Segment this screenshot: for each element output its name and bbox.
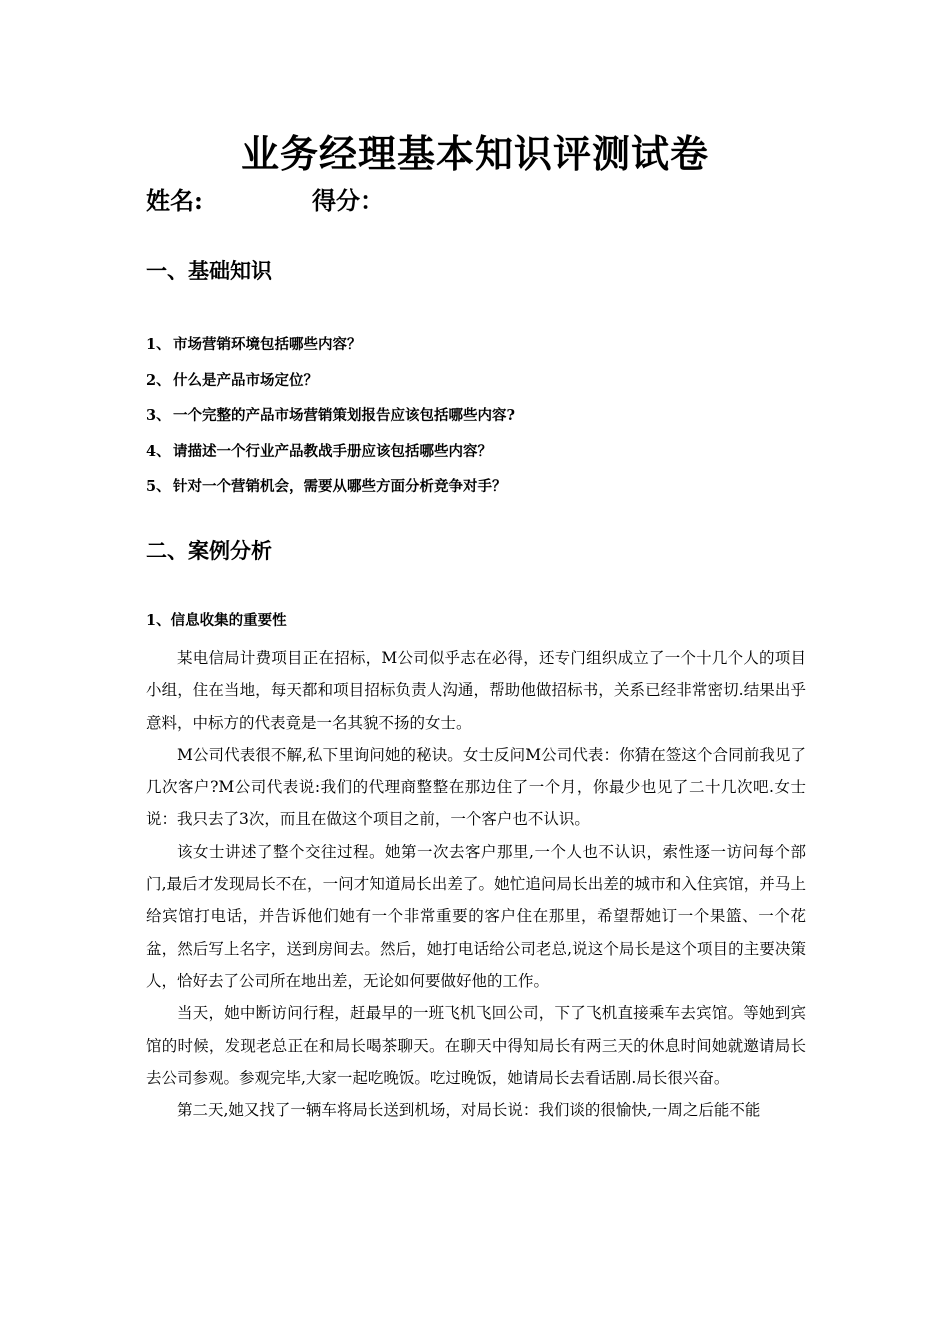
question-text: 市场营销环境包括哪些内容？ [173, 336, 362, 353]
case-paragraph: 第二天,她又找了一辆车将局长送到机场，对局长说：我们谈的很愉快,一周之后能不能 [177, 1101, 761, 1120]
question-number: 3、 [146, 407, 171, 424]
question-item [146, 398, 826, 434]
document-title: 业务经理基本知识评测试卷 [240, 131, 709, 176]
question-item [146, 363, 826, 399]
case-paragraph: M公司代表很不解,私下里询问她的秘诀。女士反问M公司代表：你猜在签这个合同前我见了几次客户?M公司代表说:我们的代理商整整在那边住了一个月，你最少也见了二十几次吧.女士说：我只去了3次，而且在做这个项目之前，一个客户也不认识。 [146, 745, 806, 829]
case-body [146, 642, 806, 1126]
question-text: 一个完整的产品市场营销策划报告应该包括哪些内容? [173, 407, 515, 424]
question-item [146, 469, 826, 505]
question-text: 什么是产品市场定位？ [173, 371, 318, 389]
section-basic-knowledge-title: 一、基础知识 [146, 258, 272, 283]
section-case-analysis-title: 二、案例分析 [146, 538, 272, 563]
question-text: 针对一个营销机会，需要从哪些方面分析竞争对手？ [173, 478, 507, 495]
question-list [146, 327, 826, 505]
case-paragraph: 该女士讲述了整个交往过程。她第一次去客户那里,一个人也不认识，索性逐一访问每个部门,最后才发现局长不在，一问才知道局长出差了。她忙追问局长出差的城市和入住宾馆，并马上给宾馆打电话，并告诉他们她有一个非常重要的客户住在那里，希望帮她订一个果篮、一个花盆，然后写上名字，送到房间去。然后，她打电话给公司老总,说这个局长是这个项目的主要决策人，恰好去了公司所在地出差，无论如何要做好他的工作。 [146, 842, 806, 990]
name-score-line [146, 184, 384, 218]
case-paragraph: 当天，她中断访问行程，赶最早的一班飞机飞回公司，下了飞机直接乘车去宾馆。等她到宾馆的时候，发现老总正在和局长喝茶聊天。在聊天中得知局长有两三天的休息时间她就邀请局长去公司参观。参观完毕,大家一起吃晚饭。吃过晚饭，她请局长去看话剧.局长很兴奋。 [146, 1004, 806, 1087]
question-number: 5、 [146, 478, 171, 495]
question-number: 2、 [146, 371, 171, 389]
question-number: 4、 [146, 442, 171, 460]
score-label: 得分： [312, 186, 384, 215]
question-item [146, 327, 826, 363]
name-label: 姓名: [146, 186, 203, 215]
question-item [146, 434, 826, 470]
question-number: 1、 [146, 336, 171, 353]
case-title: 1、信息收集的重要性 [146, 612, 287, 629]
case-paragraph: 某电信局计费项目正在招标，M公司似乎志在必得，还专门组织成立了一个十几个人的项目小组，住在当地，每天都和项目招标负责人沟通，帮助他做招标书，关系已经非常密切.结果出乎意料，中标方的代表竟是一名其貌不扬的女士。 [146, 649, 806, 732]
question-text: 请描述一个行业产品教战手册应该包括哪些内容？ [173, 442, 492, 460]
